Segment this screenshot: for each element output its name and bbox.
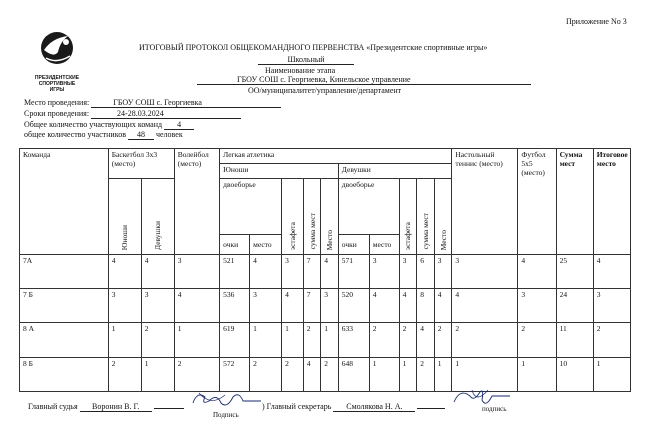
results-table [19,148,631,392]
judge-name: Воронин В. Г. [80,402,152,412]
cell-total: 25 [556,254,593,288]
cell-b-relay: 3 [282,254,304,288]
header-girls: Девушки [338,164,452,179]
cell-g-pts: 520 [338,289,369,323]
cell-b-pl: 2 [250,357,282,391]
header-athletics: Легкая атлетика [220,149,452,164]
org-value: ГБОУ СОШ с. Георгиевка, Кинельское управление [197,75,531,85]
cell-team: 7 Б [20,289,109,323]
header-boys-biathlon: двоеборье [220,179,282,234]
header-girls-place: Место [434,179,452,255]
table-row [20,254,631,288]
cell-g-relay: 3 [399,254,417,288]
cell-team: 7А [20,254,109,288]
cell-g-place: 4 [434,289,452,323]
secretary-name: Смолякова Н. А. [333,402,415,412]
cell-b-pts: 619 [220,323,250,357]
participants-line [24,130,183,140]
cell-g-pts: 648 [338,357,369,391]
judge-sign-caption: Подпись [213,411,239,419]
cell-tennis: 1 [452,357,518,391]
cell-g-pl: 3 [369,254,399,288]
cell-b-pl: 1 [250,323,282,357]
cell-b-pts: 536 [220,289,250,323]
header-football: Футбол 5х5 (место) [518,149,556,255]
cell-bb-boys: 1 [108,323,141,357]
cell-football: 3 [518,289,556,323]
cell-football: 2 [518,323,556,357]
cell-g-pl: 1 [369,357,399,391]
cell-g-place: 3 [434,254,452,288]
cell-volley: 3 [174,254,219,288]
cell-b-pts: 572 [220,357,250,391]
judge-line [28,402,184,412]
header-tennis: Настольный теннис (место) [452,149,518,255]
venue-value: ГБОУ СОШ с. Георгиевка [91,98,281,108]
cell-b-place: 3 [321,289,339,323]
cell-volley: 4 [174,289,219,323]
cell-volley: 2 [174,357,219,391]
cell-final: 3 [593,289,630,323]
header-boys-place: Место [321,179,339,255]
table-row [20,357,631,391]
cell-team: 8 А [20,323,109,357]
cell-b-sum: 2 [303,323,321,357]
cell-b-sum: 7 [303,254,321,288]
secretary-line: ) Главный секретарь Смолякова Н. А. [262,402,445,412]
cell-g-relay: 4 [399,289,417,323]
cell-b-pts: 521 [220,254,250,288]
cell-g-place: 1 [434,357,452,391]
cell-tennis: 2 [452,323,518,357]
table-row [20,323,631,357]
cell-b-pl: 3 [250,289,282,323]
header-bb-boys: Юноши [108,179,141,255]
cell-football: 1 [518,357,556,391]
cell-tennis: 3 [452,254,518,288]
table-row [20,289,631,323]
header-boys-relay: эстафета [282,179,304,255]
cell-tennis: 4 [452,289,518,323]
header-basketball: Баскетбол 3х3 (место) [108,149,174,179]
cell-g-place: 2 [434,323,452,357]
cell-b-sum: 4 [303,357,321,391]
secretary-sign-caption: подпись [482,405,507,413]
cell-total: 10 [556,357,593,391]
header-girls-place-small: место [369,234,399,254]
cell-b-place: 2 [321,357,339,391]
header-team: Команда [20,149,109,255]
cell-volley: 1 [174,323,219,357]
protocol-title: ИТОГОВЫЙ ПРОТОКОЛ ОБЩЕКОМАНДНОГО ПЕРВЕНСТВА «Президентские спортивные игры» [139,43,488,52]
participants-value: 48 [128,130,154,140]
logo-text-line: СПОРТИВНЫЕ [38,81,76,87]
cell-b-place: 1 [321,323,339,357]
presidential-games-logo [26,28,88,93]
header-total-sum: Сумма мест [556,149,593,255]
cell-team: 8 Б [20,357,109,391]
header-volleyball: Волейбол (место) [174,149,219,255]
cell-g-relay: 1 [399,357,417,391]
venue-line [24,98,281,108]
teams-count-label: Общее количество участвующих команд [24,120,163,129]
dates-value: 24-28.03.2024 [91,109,241,119]
header-boys-sum: сумма мест [303,179,321,255]
cell-total: 11 [556,323,593,357]
cell-g-sum: 6 [417,254,435,288]
cell-bb-girls: 4 [141,254,174,288]
secretary-label: Главный секретарь [266,402,332,411]
cell-football: 4 [518,254,556,288]
header-girls-relay: эстафета [399,179,417,255]
cell-b-pl: 4 [250,254,282,288]
appendix-label: Приложение No 3 [566,17,627,26]
cell-b-relay: 1 [282,323,304,357]
cell-g-pts: 571 [338,254,369,288]
header-boys-points: очки [220,234,250,254]
cell-final: 4 [593,254,630,288]
header-boys-place-small: место [250,234,282,254]
dates-label: Сроки проведения: [24,109,90,118]
cell-b-relay: 2 [282,357,304,391]
header-final-place: Итоговое место [593,149,630,255]
cell-g-sum: 4 [417,323,435,357]
cell-bb-girls: 3 [141,289,174,323]
cell-b-sum: 7 [303,289,321,323]
cell-g-pts: 633 [338,323,369,357]
stage-value: Школьный [258,55,354,65]
judge-signature [191,389,263,411]
org-caption: ОО/муниципалитет/управление/департамент [248,86,402,95]
logo-text-line: ИГРЫ [49,87,65,93]
cell-g-relay: 2 [399,323,417,357]
cell-b-relay: 4 [282,289,304,323]
header-girls-sum: сумма мест [417,179,435,255]
logo-emblem-icon [26,28,88,72]
header-girls-points: очки [338,234,369,254]
cell-final: 2 [593,323,630,357]
header-bb-girls: Девушки [141,179,174,255]
stage-caption: Наименование этапа [265,66,336,75]
teams-count-line [24,120,194,130]
cell-bb-boys: 2 [108,357,141,391]
dates-line [24,109,241,119]
cell-g-sum: 8 [417,289,435,323]
cell-total: 24 [556,289,593,323]
cell-b-place: 4 [321,254,339,288]
cell-bb-girls: 2 [141,323,174,357]
cell-bb-boys: 3 [108,289,141,323]
cell-g-pl: 2 [369,323,399,357]
venue-label: Место проведения: [24,98,90,107]
participants-suffix: человек [155,130,183,139]
header-boys: Юноши [220,164,339,179]
cell-final: 1 [593,357,630,391]
cell-bb-girls: 1 [141,357,174,391]
header-girls-biathlon: двоеборье [338,179,399,234]
judge-label: Главный судья [28,402,78,411]
cell-bb-boys: 4 [108,254,141,288]
cell-g-pl: 4 [369,289,399,323]
signature-icon [191,389,263,411]
teams-count-value: 4 [164,120,194,130]
logo-text-line: ПРЕЗИДЕНТСКИЕ [34,75,80,81]
cell-g-sum: 2 [417,357,435,391]
participants-label: общее количество участников [24,130,126,139]
